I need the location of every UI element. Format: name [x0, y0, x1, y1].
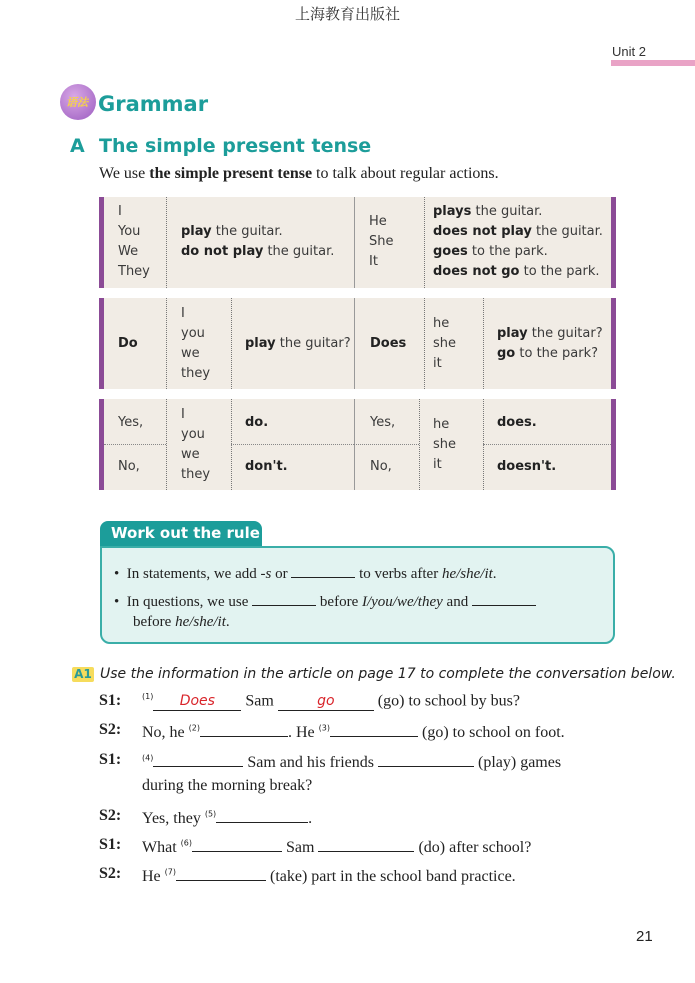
dialogue-line: What $^{(6)}$ Sam (do) after school? — [142, 836, 531, 857]
verb-phrase: play the guitar? — [245, 336, 351, 351]
short-answer: doesn't. — [497, 459, 557, 474]
unit-bar — [611, 60, 695, 66]
dialogue-line: Yes, they $^{(5)}$ . — [142, 807, 312, 828]
blank[interactable] — [291, 563, 355, 578]
dialogue-line: $^{(4)}$ Sam and his friends (play) games — [142, 751, 561, 772]
exercise-instruction: Use the information in the article on page 17 to complete the conversation below. — [100, 666, 676, 682]
pronoun: It — [369, 254, 378, 269]
answer-blank[interactable] — [318, 836, 414, 852]
pronoun: she — [433, 336, 457, 351]
speaker: S2: — [99, 721, 122, 738]
auxiliary-do: Do — [118, 336, 138, 351]
dialogue-line-cont: during the morning break? — [142, 777, 313, 794]
pronoun: we — [181, 346, 200, 361]
unit-label: Unit 2 — [612, 44, 646, 59]
blank[interactable] — [472, 591, 536, 606]
grammar-table-statements — [99, 197, 616, 288]
verb-phrase: play the guitar. — [181, 224, 283, 239]
answer-blank[interactable]: go — [278, 692, 374, 711]
verb-phrase: plays the guitar. — [433, 204, 543, 219]
section-title: Grammar — [98, 92, 209, 116]
pronoun: we — [181, 447, 200, 462]
speaker: S2: — [99, 807, 122, 824]
pronoun: it — [433, 457, 442, 472]
answer-no: No, — [118, 459, 140, 474]
answer-yes: Yes, — [370, 415, 396, 430]
answer-blank[interactable] — [216, 807, 308, 823]
pronoun: you — [181, 427, 205, 442]
grammar-table-questions — [99, 298, 616, 389]
short-answer: do. — [245, 415, 269, 430]
verb-phrase: does not play the guitar. — [433, 224, 603, 239]
speaker: S1: — [99, 751, 122, 768]
answer-no: No, — [370, 459, 392, 474]
pronoun: We — [118, 244, 139, 259]
speaker: S1: — [99, 836, 122, 853]
pronoun: I — [181, 306, 185, 321]
pronoun: They — [118, 264, 150, 279]
verb-phrase: go to the park? — [497, 346, 599, 361]
pronoun: she — [433, 437, 457, 452]
dialogue-line: No, he $^{(2)}$ . He $^{(3)}$ (go) to school on foot. — [142, 721, 565, 742]
blank[interactable] — [252, 591, 316, 606]
rule-tab — [100, 521, 262, 547]
answer-blank[interactable] — [176, 865, 266, 881]
verb-phrase: do not play the guitar. — [181, 244, 335, 259]
pronoun: they — [181, 467, 211, 482]
subsection-title: The simple present tense — [99, 135, 372, 157]
answer-blank[interactable] — [153, 751, 243, 767]
verb-phrase: play the guitar? — [497, 326, 603, 341]
pronoun: you — [181, 326, 205, 341]
pronoun: he — [433, 417, 450, 432]
pronoun: he — [433, 316, 450, 331]
short-answer: does. — [497, 415, 537, 430]
grammar-table-short-answers — [99, 399, 616, 490]
answer-blank[interactable] — [192, 836, 282, 852]
answer-blank[interactable]: Does — [153, 692, 241, 711]
pronoun: they — [181, 366, 211, 381]
verb-phrase: does not go to the park. — [433, 264, 600, 279]
intro-text: We use the simple present tense to talk about regular actions. — [99, 165, 499, 182]
answer-blank[interactable] — [200, 721, 288, 737]
verb-phrase: goes to the park. — [433, 244, 548, 259]
dialogue-line: $^{(1)}$ Does Sam go (go) to school by bus? — [142, 692, 520, 710]
pronoun: He — [369, 214, 387, 229]
answer-blank[interactable] — [378, 751, 474, 767]
answer-blank[interactable] — [330, 721, 418, 737]
pronoun: You — [118, 224, 141, 239]
auxiliary-does: Does — [370, 336, 407, 351]
short-answer: don't. — [245, 459, 288, 474]
rule-bullet-1: • In statements, we add -s or to verbs after he/she/it. — [114, 563, 497, 585]
speaker: S2: — [99, 865, 122, 882]
subsection-letter: A — [70, 135, 85, 157]
rule-box — [100, 546, 615, 644]
pronoun: I — [181, 407, 185, 422]
speaker: S1: — [99, 692, 122, 709]
rule-bullet-2: • In questions, we use before I/you/we/they and — [114, 591, 536, 613]
pronoun: I — [118, 204, 122, 219]
rule-bullet-2-cont: before he/she/it. — [133, 614, 230, 630]
publisher-header: 上海教育出版社 — [294, 7, 400, 23]
answer-yes: Yes, — [118, 415, 144, 430]
pronoun: it — [433, 356, 442, 371]
grammar-badge-text: 语法 — [66, 96, 88, 109]
dialogue-line: He $^{(7)}$ (take) part in the school band practice. — [142, 865, 516, 886]
exercise-badge: A1 — [72, 667, 94, 682]
pronoun: She — [369, 234, 394, 249]
rule-tab-label: Work out the rule — [111, 524, 260, 542]
grammar-icon — [60, 84, 96, 120]
page-number: 21 — [636, 928, 653, 945]
